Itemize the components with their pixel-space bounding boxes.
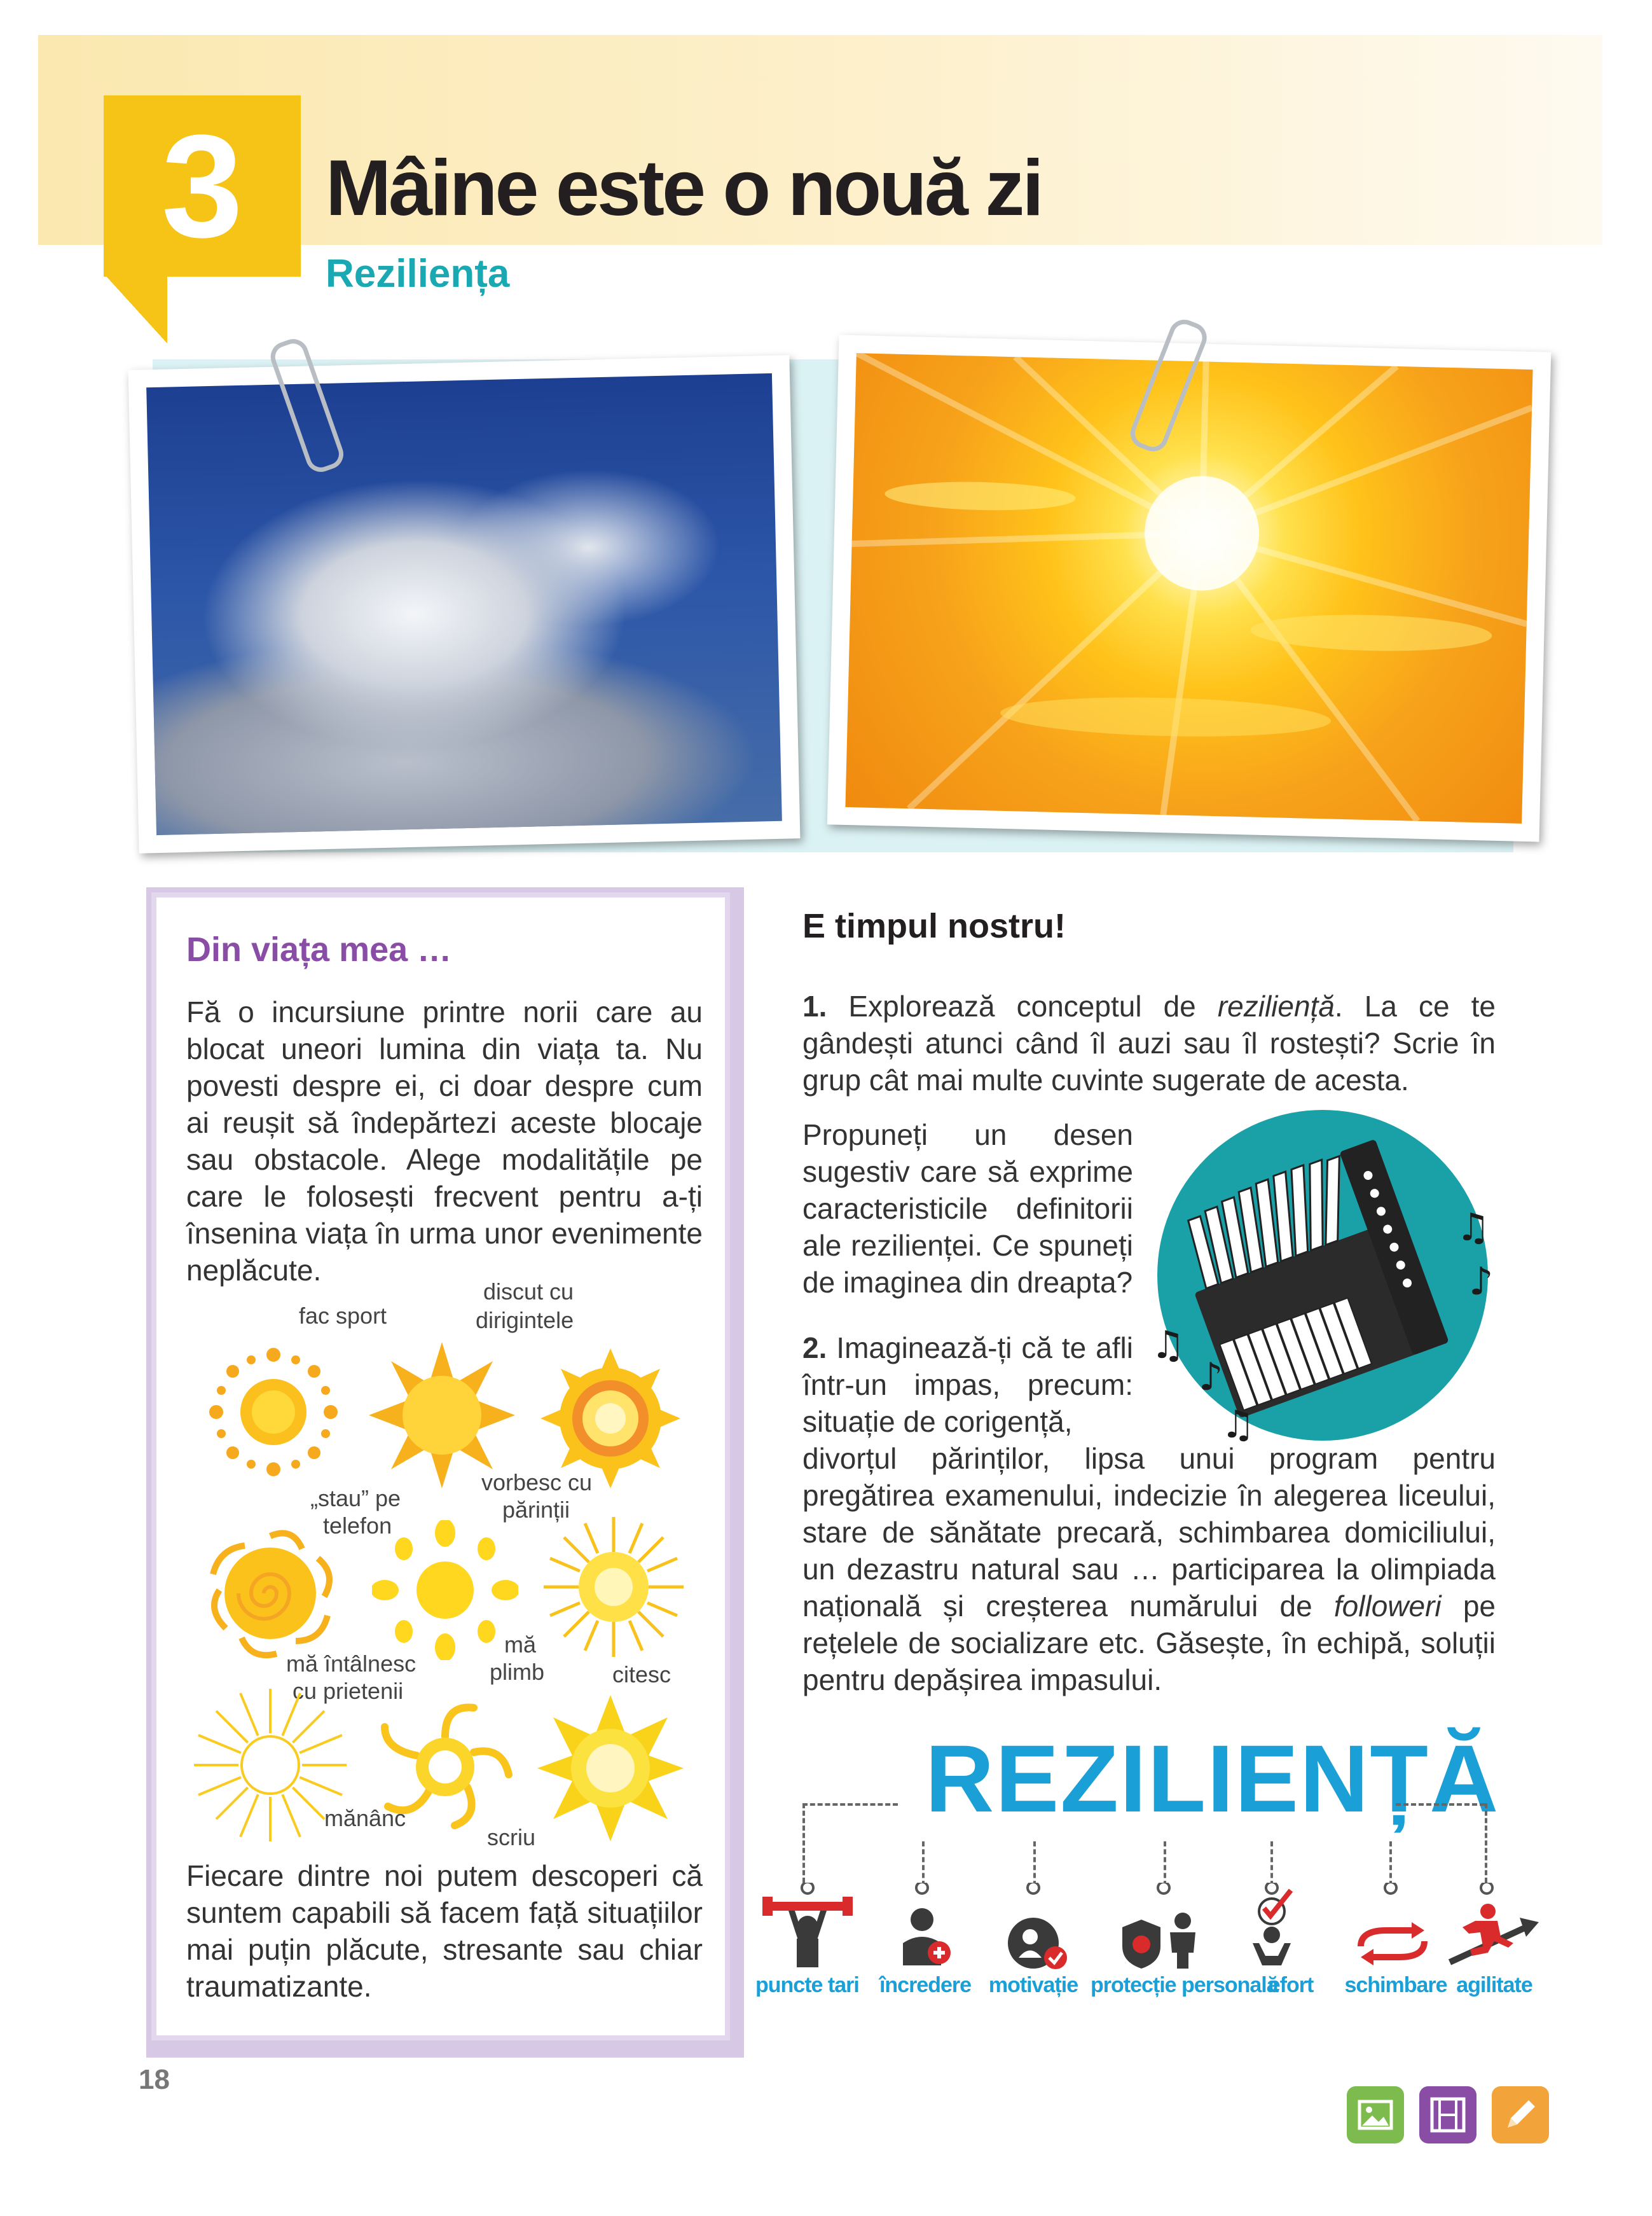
page-title: Mâine este o nouă zi	[326, 144, 1042, 232]
label-parinti-1: vorbesc cu	[481, 1469, 593, 1495]
label-prieteni-1: mă întâlnesc	[286, 1651, 416, 1677]
puncte-tari-item	[760, 1883, 855, 1972]
agilitate-item	[1437, 1883, 1539, 1972]
sun-wavy-icon	[362, 1336, 521, 1495]
protectie-personala-item	[1116, 1883, 1205, 1972]
person-checkmark-icon	[1246, 1883, 1310, 1972]
runner-arrow-icon	[1437, 1883, 1539, 1972]
schimbare-item	[1348, 1883, 1437, 1972]
q2-term: followeri	[1333, 1589, 1442, 1623]
q2-text-b2: pe rețelele de socializare etc. Găsește, în echipă, soluții pentru depășirea impasului.	[802, 1589, 1496, 1696]
label-discut-2: dirigintele	[476, 1307, 574, 1333]
sun-rays-icon	[845, 353, 1532, 824]
question-1-drawing: Propuneți un desen sugestiv care să exprime caracteristicile definitorii ale rezilienței. Ce spuneți de imaginea din dreapta?	[802, 1118, 1133, 1299]
sun-rays-thin-icon	[191, 1686, 350, 1845]
chapter-number: 3	[162, 104, 243, 268]
box-intro-text: Fă o incursiune printre norii care au blocat uneori lumina din viața ta. Nu povesti despre ei, ci doar despre cum ai reușit să îndepărtezi aceste blocaje sau obstacole. Alege modalitățile pe care le folosești frecvent pentru a-ți însenina viața în urma unor evenimente neplăcute.	[186, 995, 703, 1287]
sun-spiral-icon	[191, 1514, 350, 1673]
section-title: E timpul nostru!	[802, 907, 1066, 945]
label-telefon-1: „stau” pe	[310, 1485, 401, 1511]
label-parinti-2: părinții	[502, 1497, 570, 1523]
connector-line	[922, 1841, 925, 1886]
connector-line	[1485, 1803, 1487, 1883]
label-agilitate: agilitate	[1456, 1973, 1532, 1997]
q2-text-b1: divorțul părinților, lipsa unui program pentru pregătirea examenului, indecizie în alegerea liceului, stare de sănătate precară, schimbarea domiciliului, un dezastru natural sau … participarea la olimpiada națională și creșterea numărului de	[802, 1442, 1496, 1623]
box-title: Din viața mea …	[186, 931, 452, 969]
sun-photo	[827, 335, 1551, 841]
question-1-number: 1.	[802, 990, 827, 1023]
connector-line	[1033, 1841, 1036, 1886]
svg-text:♪: ♪	[1469, 1259, 1494, 1304]
sun-rings-icon	[537, 1345, 684, 1492]
q1-text-b: . La ce te gândești atunci când îl auzi sau îl rostești? Scrie în grup cât mai multe cuvinte sugerate de acesta.	[802, 990, 1496, 1097]
sun-star-icon	[534, 1692, 687, 1845]
shield-person-icon	[1116, 1883, 1205, 1972]
label-prieteni-2: cu prietenii	[293, 1678, 404, 1704]
svg-text:♪: ♪	[1199, 1355, 1223, 1399]
label-schimbare: schimbare	[1344, 1973, 1447, 1997]
svg-text:♫: ♫	[1456, 1205, 1490, 1250]
page-subtitle: Reziliența	[326, 252, 510, 296]
question-1	[802, 988, 1496, 1098]
label-manac: mănânc	[324, 1805, 406, 1831]
label-incredere: încredere	[879, 1973, 972, 1997]
sun-swirl-icon	[369, 1692, 521, 1838]
q1-term: reziliență	[1217, 990, 1335, 1023]
label-puncte-tari: puncte tari	[755, 1973, 859, 1997]
svg-text:♫: ♫	[1221, 1402, 1255, 1444]
q2-text-a: Imaginează-ți că te afli într-un impas, precum: situație de corigență,	[802, 1331, 1133, 1438]
sun-burst-icon	[540, 1514, 687, 1660]
label-fac-sport: fac sport	[299, 1303, 387, 1329]
page-number: 18	[139, 2064, 170, 2095]
label-telefon-2: telefon	[323, 1513, 392, 1539]
image-tool-button[interactable]	[1347, 2086, 1404, 2143]
connector-line	[1270, 1841, 1273, 1886]
clouds-image	[146, 373, 782, 835]
person-check-icon	[998, 1883, 1075, 1972]
clouds-photo	[128, 355, 801, 853]
connector-line	[1396, 1803, 1485, 1806]
image-icon	[1347, 2086, 1404, 2143]
incredere-item	[893, 1883, 957, 1972]
weightlifter-icon	[760, 1883, 855, 1972]
sun-dots-icon	[191, 1336, 356, 1488]
label-plimb-1: mă	[504, 1631, 537, 1658]
edit-tool-button[interactable]	[1492, 2086, 1549, 2143]
svg-text:♫: ♫	[1151, 1323, 1185, 1368]
sun-image	[845, 353, 1532, 824]
question-2-number: 2.	[802, 1331, 827, 1364]
accordion-icon	[1145, 1139, 1513, 1444]
q1-text-a: Explorează conceptul de	[827, 990, 1218, 1023]
question-2-start	[802, 1329, 1133, 1440]
sun-petals-icon	[372, 1520, 518, 1660]
label-plimb-2: plimb	[490, 1659, 545, 1685]
rezilienta-title: REZILIENȚĂ	[925, 1725, 1500, 1832]
video-tool-button[interactable]	[1419, 2086, 1476, 2143]
connector-line	[802, 1803, 898, 1806]
box-closing-text: Fiecare dintre noi putem descoperi că suntem capabili să facem față situațiilor mai puțin plăcute, stresante sau chiar traumatizante.	[186, 1859, 703, 2003]
cycle-arrows-icon	[1348, 1883, 1437, 1972]
label-protectie-personala: protecție personală	[1091, 1973, 1278, 1997]
pencil-icon	[1492, 2086, 1549, 2143]
connector-line	[1164, 1841, 1166, 1886]
label-discut-1: discut cu	[483, 1278, 574, 1305]
connector-line	[1389, 1841, 1392, 1886]
person-plus-icon	[893, 1883, 957, 1972]
chapter-tab-tail	[104, 274, 167, 343]
label-efort: efort	[1268, 1973, 1314, 1997]
label-citesc: citesc	[612, 1661, 671, 1687]
label-motivatie: motivație	[988, 1973, 1078, 1997]
efort-item	[1246, 1883, 1310, 1972]
connector-line	[802, 1803, 805, 1883]
motivatie-item	[998, 1883, 1075, 1972]
film-icon	[1419, 2086, 1476, 2143]
question-2-rest	[802, 1440, 1496, 1698]
label-scriu: scriu	[487, 1824, 536, 1850]
